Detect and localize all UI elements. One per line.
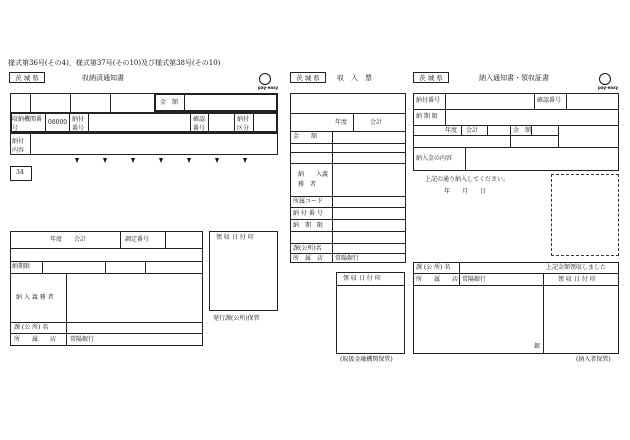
content-label-left: 納付内容 [12, 138, 25, 154]
marker-icon [243, 158, 247, 163]
dept-label-middle: 課(公所)名 [293, 245, 322, 252]
payeasy-logo-text: pay-easy [598, 85, 619, 90]
rule [234, 112, 235, 133]
store-value-right: 常陽銀行 [462, 276, 487, 283]
payment-category-label: 納付区分 [237, 116, 250, 132]
rule [10, 322, 203, 323]
rule [413, 273, 619, 274]
rule [120, 231, 121, 248]
payeasy-logo-right [598, 73, 620, 91]
keep-note-right: (納入者保管) [576, 356, 611, 363]
rule [290, 253, 406, 254]
stamp-box-left [209, 231, 278, 311]
notice-text: 上記の通り納入してください。 [425, 176, 510, 183]
rule [10, 248, 203, 249]
rule [461, 125, 462, 135]
payeasy-mark-icon [599, 73, 611, 85]
prefecture-label-middle: 茨 城 県 [290, 72, 326, 83]
year-label-left: 年度 [50, 236, 63, 243]
payeasy-mark-icon [259, 73, 271, 85]
rule [290, 196, 406, 197]
rule [534, 93, 535, 109]
prefecture-label-left: 茨 城 県 [9, 72, 45, 83]
rule [10, 261, 203, 262]
rule [290, 243, 406, 244]
account-label-left: 会計 [74, 236, 87, 243]
rule [10, 333, 203, 334]
due-label-right: 納 期 限 [416, 113, 438, 120]
rule [190, 112, 191, 133]
store-label-left: 所 属 店 [14, 336, 57, 343]
marker-icon [215, 158, 219, 163]
payer-label-middle: 納 入義 務 者 [298, 171, 335, 188]
rule [531, 125, 532, 135]
store-label-right: 所 属 店 [416, 276, 459, 283]
rule [487, 125, 488, 135]
rule [459, 262, 460, 285]
rule [290, 143, 406, 144]
stamp-label-middle: 領 収 日 付 印 [343, 275, 381, 282]
amount-label-middle: 金 額 [293, 133, 318, 140]
rule [353, 113, 354, 131]
account-label-right: 会計 [466, 127, 479, 134]
rule [413, 285, 543, 286]
rule [88, 112, 89, 133]
dept-label-left: 課 (公 所) 名 [14, 324, 49, 331]
keep-note-middle: (取扱金融機関保管) [340, 356, 393, 363]
date-label: 年 月 日 [444, 188, 487, 195]
rule [208, 112, 209, 133]
due-label-middle: 納 期 限 [293, 222, 324, 229]
payment-no-label-right: 納付番号 [416, 97, 441, 104]
bank-suffix: 銀 [534, 343, 541, 350]
rule [30, 133, 31, 155]
agency-no-value: 08000 [48, 119, 68, 126]
amount-label-right: 金 額 [513, 127, 532, 134]
rule [336, 285, 405, 286]
rule [10, 133, 278, 134]
rule [290, 231, 406, 232]
payer-label-left: 納 入 義 務 者 [16, 294, 54, 301]
code-label-middle: 所属コード [293, 198, 324, 205]
right-title: 納入通知書・領収証書 [479, 74, 549, 82]
rule [290, 219, 406, 220]
marker-icon [75, 158, 79, 163]
amount-label-left: 金 額 [160, 99, 179, 106]
received-note: 上記金額領収しました [546, 264, 607, 271]
rule [110, 93, 111, 112]
middle-title: 収 入 票 [337, 74, 372, 82]
rule [332, 131, 333, 263]
rule [543, 273, 544, 354]
account-label-middle: 会計 [370, 119, 383, 126]
adjust-no-label: 調定番号 [125, 236, 150, 243]
rule [69, 112, 70, 133]
seal-area-dashed [551, 174, 619, 256]
rule [165, 231, 166, 248]
rule [290, 113, 406, 114]
due-label-left: 納期限 [12, 263, 31, 270]
marker-icon [187, 158, 191, 163]
rule [510, 125, 511, 147]
marker-icon [159, 158, 163, 163]
payment-no-label-middle: 納 付 番 号 [293, 210, 323, 217]
rule [253, 112, 254, 133]
rule [145, 261, 146, 273]
payeasy-logo-text: pay-easy [258, 85, 279, 90]
confirm-no-label-right: 確認番号 [537, 97, 562, 104]
marker-icon [131, 158, 135, 163]
page-number: 34 [16, 169, 24, 176]
rule [42, 261, 43, 273]
rule [413, 147, 619, 148]
content-label-right: 納入金の内容 [416, 155, 453, 162]
form-number-note: 様式第36号(その4)，様式第37号(その10)及び様式第38号(その10) [8, 59, 221, 67]
year-label-middle: 年度 [335, 119, 348, 126]
store-label-middle: 所 属 店 [293, 255, 324, 262]
confirm-no-label-left: 確認番号 [193, 116, 206, 132]
marker-icon [103, 158, 107, 163]
prefecture-label-right: 茨 城 県 [413, 72, 449, 83]
rule [184, 93, 185, 112]
store-value-middle: 常陽銀行 [335, 255, 360, 262]
year-label-right: 年度 [445, 127, 458, 134]
left-title: 収納済通知書 [82, 74, 124, 82]
rule [290, 131, 406, 132]
rule [290, 163, 406, 164]
stamp-label-left: 領 収 日 付 印 [216, 234, 254, 241]
rule [445, 93, 446, 125]
rule [413, 109, 619, 110]
rule [290, 207, 406, 208]
rule [413, 125, 619, 126]
stamp-label-right: 領 収 日 付 印 [558, 276, 596, 283]
keep-note-left: 発行課(公所)保管 [213, 315, 260, 322]
rule [290, 152, 406, 153]
store-value-left: 常陽銀行 [70, 336, 95, 343]
rule [413, 135, 558, 136]
rule [10, 273, 203, 274]
dept-label-right: 課 (公 所) 名 [416, 264, 451, 271]
payeasy-logo-left [258, 73, 280, 91]
rule [558, 125, 559, 147]
rule [30, 93, 31, 112]
rule [66, 273, 67, 346]
rule [45, 112, 46, 133]
rule [543, 285, 619, 286]
rule [70, 93, 71, 112]
rule [465, 147, 466, 171]
agency-no-label: 収納機関番 号 [12, 116, 55, 132]
rule [566, 93, 567, 109]
rule [105, 261, 106, 273]
payment-no-label-left: 納付番号 [72, 116, 85, 132]
